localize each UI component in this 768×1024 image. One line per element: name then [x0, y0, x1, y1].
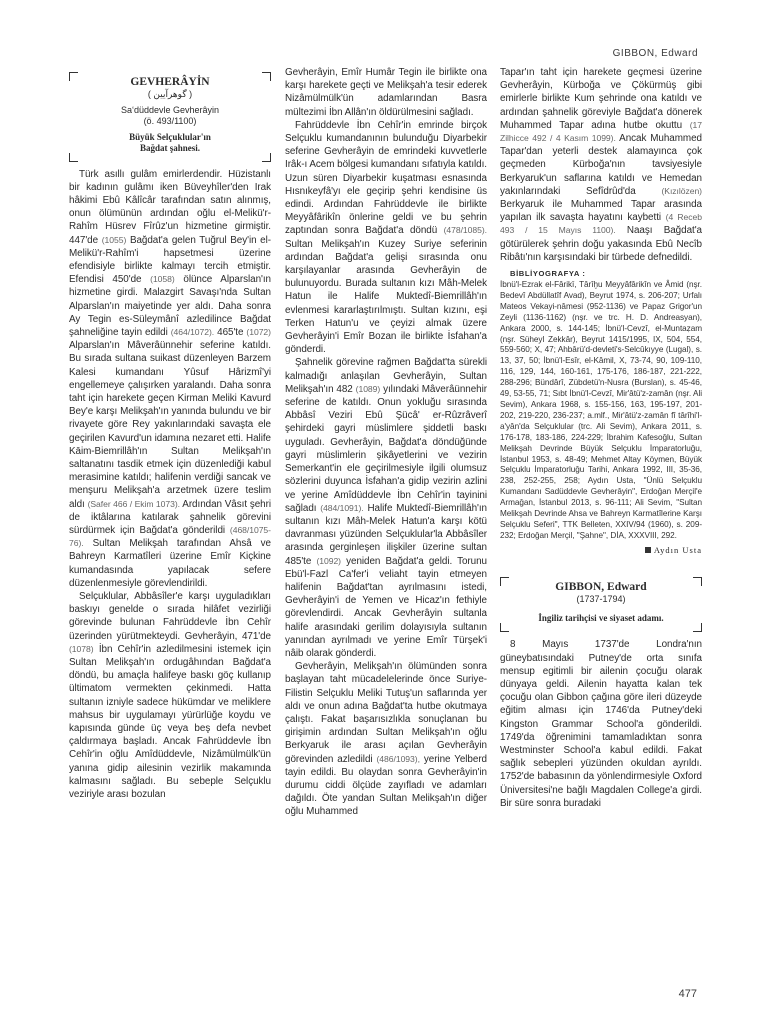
text: Fahrüddevle İbn Cehîr'in emrinde birçok Selçuklu kumandanının bulunduğu Diyarbekir seferine Gevherâyin de emrindeki kuvvetlerle Irâk-ı Acem bölgesi kumandanı sıfatıyla katıldı. Uzun süren Diyarbekir kuşatması esnasında Hısnıkeyfâ'yı ele geçirip şehri kendisine üs edindi. Ardından Fahrüddevle ile birlikte Meyyâfârikîn önlerine geldi ve bu şehrin zaptından sonra Bağdat'a döndü: [285, 119, 487, 237]
corner-mark: [262, 72, 271, 81]
date: (486/1093),: [376, 753, 420, 764]
text: Alparslan'ın Mâverâünnehir seferine katıldı. Bu sırada sultana suikast düzenleyen Barzem Kalesi kumandanı Yûsuf Hârizmî'yi engellemeye çalışırken yaralandı. Daha sonra taht için harekete geçen Kirman Meliki Kavurd Bey'e karşı Melikşah'ın yanında bulundu ve bir rivayete göre Rey yakınlarındaki savaşta ele geçirilen Kavurd'un idamına nezaret etti. Halife Kāim-Biemrillâh'ın Sultan Melikşah'ın saltanatını tasdik etmek için düzenlediği kabul merasimine katıldı; halifenin verdiği sancak ve menşuru Melikşah'a arzetmek üzere teslim aldı: [69, 340, 271, 510]
paragraph: [285, 119, 487, 357]
date: (1055): [101, 234, 127, 245]
date: (464/1072).: [170, 326, 215, 337]
text: Ancak Muhammed Tapar'dan yeterli destek alamayınca çok geçmeden Kürboğa'nın tavsiyesiyle Berkyaruk'un saflarına katıldı ve Hemedan yakınlarındaki Sefîdrûd'da: [500, 133, 702, 197]
text: Gevherâyin, Melikşah'ın ölümünden sonra başlayan taht mücadelelerinde önce Suriye-Filistin Selçuklu Meliki Tutuş'un saflarında yer aldı ve onun adına Bağdat'ta hutbe okutmaya çalıştı. Fakat başarısızlıkla sonuçlanan bu girişimin ardından Sultan Melikşah'ın oğlu Berkyaruk ile arası açılan Gevherâyin görevinden azledildi: [285, 661, 487, 765]
text: İbn Cehîr'in azledilmesini istemek için Sultan Melikşah'ın ordugâhından Bağdat'a döndü, bu amaçla halifeye baskı göç kullanıp ültimatom vermekten çekinmedi. Hatta sultanın izniyle sadece hükümdar ve meliklere mahsus bir uygulamayı yürürlüğe koydu ve kapısında günde üç veya beş defa nevbet çaldırmaya başladı. Ancak Fahrüddevle İbn Cehîr'in oğlu Amîdüddevle, Nizâmülmülk'ün yanına gidip ailesinin vezirlik makamında kalmasını sağladı. Bu sebeple Selçuklu veziriyle arası bozulan: [69, 643, 271, 801]
entry-description: İngiliz tarihçisi ve siyaset adamı.: [538, 613, 664, 624]
entry-arabic-title: ( گوهرآيين ): [147, 89, 193, 99]
text: 8 Mayıs 1737'de Londra'nın güneybatısındaki Putney'de orta sınıfa mensup egitimli bir ailenin çocuğu olarak dünyaya geldi. Ailenin hayatta kalan tek çocuğu olan Gibbon çağına göre ileri düzeyde eğitim alması için 1746'da Putney'deki Kingston Grammar School'a gönderildi. 1749'da öğrenimini tamamladıktan sonra Westminster School'a kabul edildi. Fakat sağlık sebepleri yüzünden okuldan ayrıldı. 1752'de babasının da yönlendirmesiyle Oxford Üniversitesi'ne bağlı Magdalen College'a girdi. Bir süre sonra buradaki: [500, 639, 702, 809]
entry-description-line: Büyük Selçuklular'ın: [129, 131, 211, 142]
paragraph: [69, 168, 271, 591]
text: yılındaki Mâverâünnehir seferine de katıldı. Onun yokluğu sırasında Abbâsî Veziri Ebû Şücâ' er-Rûzrâverî şehirdeki gayri müslimlere şiddetli baskı uyguladı. Gevherâyin, Bağdat'a döndüğünde gayri müslimlerin şikâyetlerini ve vezirin Semerkant'in ele geçirilmesiyle ilgili olumsuz sözlerini duyunca İsfahan'a gidip vezirin azlini ve yerine Amîdüddevle İbn Cehîr'in tayinini sağladı: [285, 383, 487, 514]
date: (468/1075-76).: [69, 524, 271, 549]
text: Gevherâyin, Emîr Humâr Tegin ile birlikte ona karşı harekete geçti ve Melikşah'a tesir ederek Nizâmülmülk'ün adamlarından Basra mültezimi İbn Allân'ın öldürülmesini sağladı.: [285, 67, 487, 118]
entry-header-gevherayin: [69, 66, 271, 162]
entry-title: GIBBON, Edward: [555, 580, 647, 593]
text: yeniden Bağdat'a geldi. Torunu Ebü'l-Fazl Ca'fer'i veliaht tayin etmeyen halifenin Bağdat'tan ayrılmasını istedi, Gevherâyin'i de Yemen ve Hicaz'ın fethiyle görevlendirdi. Ancak Gevherâyin sultanla halife arasındaki gerilim dolayısıyla sultanın yanından ayrılmadı ve yerine Emîr Türşek'i nâib olarak gönderdi.: [285, 555, 487, 659]
corner-mark: [69, 72, 78, 81]
date: (1072): [246, 326, 271, 337]
date: (Kızılözen): [661, 185, 702, 196]
corner-mark: [69, 153, 78, 162]
text: Selçuklular, Abbâsîler'e karşı uyguladıkları baskıyı genelde o sırada hilâfet vezirliği görevinde bulunan Fahrüddevle İbn Cehîr üzerinden yürütmekteydi. Gevherâyin, 471'de: [69, 591, 271, 642]
date: (17 Zilhicce 492 / 4 Kasım 1099).: [500, 119, 702, 144]
author-signature: [500, 545, 702, 555]
corner-mark: [262, 153, 271, 162]
text: Ardından Vâsıt şehri de iktâlarına katılarak şahnelik görevini sürdürmek için Bağdat'a gönderildi: [69, 498, 271, 536]
paragraph: [500, 638, 702, 810]
paragraph: [285, 66, 487, 119]
bibliography: İbnü'l-Ezrak el-Fârikī, Târîḫu Meyyâfârikîn ve Âmid (nşr. Bedevî Abdüllatîf Avad), Beyrut 1974, s. 206-207; Urfalı Mateos Vekayi-nâmesi (952-1136) ve Papaz Grigor'un Zeyli (1136-1162) (nşr. ve trc. H. D. Andreasyan), Ankara 2000, s. 144-145; İbnü'l-Cevzî, el-Muntaẓam (nşr. Süheyl Zekkâr), Beyrut 1415/1995, IX, 504, 554, 559-560; X, 47; Ahbârü'd-devleti's-Selcûkıyye (Lugal), s. 13, 37, 50; İbnü'l-Esîr, el-Kâmil, X, 73-74, 90, 109-110, 116, 129, 144, 160-161, 175-176, 186-187, 221-222, 288-296; Bündârî, Zübdetü'n-Nusra (Burslan), s. 45-46, 49, 53-55, 71; Sıbt İbnü'l-Cevzî, Mir'âtü'z-zamân (nşr. Ali Sevim), Ankara 1968, s. 155-156, 163, 195-197, 201-202, 219-220, 236-237; a.mlf., Mir'âtü'z-zamân fî târîhi'l-a'yân'da Selçuklular (trc. Ali Sevim), Ankara 2011, s. 176-178, 183-186, 224-229; İbrahim Kafesoğlu, Sultan Melikşah Devrinde Büyük Selçuklu İmparatorluğu, İstanbul 1953, s. 48-49; Mehmet Altay Köymen, Büyük Selçuklu İmparatorluğu Tarihi, Ankara 1992, III, 35-36, 238, 252-255, 258; Aydın Usta, "Ünlü Selçuklu Kumandanı Sadüddevle Gevherâyin", Erdoğan Merçil'e Armağan, İstanbul 2013, s. 96-111; Ali Sevim, "Sultan Melikşah Devrinde Ahsa ve Bahreyn Karmatîlerine Karşı Selçuklu Seferi", TTK Belleten, XXIV/94 (1960), s. 209-232; Erdoğan Merçil, "Şahne", DİA, XXXVIII, 292.: [500, 280, 702, 540]
date: (1092): [316, 555, 341, 566]
text: yerine Yelberd tayin edildi. Bu olaydan sonra Gevherâyin'in durumu ciddi ölçüde zayıfladı ve adamları dağıldı. Öte yandan Sultan Melikşah'ın diğer oğlu Muhammed: [285, 753, 487, 818]
text: ölünce Alparslan'ın hizmetine girdi. Malazgirt Savaşı'nda Sultan Alparslan'ın maiyetinde yer aldı. Daha sonra Ay Tegin es-Süleymânî azledilince Bağdat şahneliğine tayin edildi: [69, 274, 271, 338]
text: Sultan Melikşah tarafından Ahsâ ve Bahreyn Karmatîleri üzerine Emîr Kiçkine kumandasında yapılacak sefere düzenlenmesiyle görevlendirildi.: [69, 538, 271, 589]
paragraph: [285, 356, 487, 660]
text: Türk asıllı gulâm emirlerdendir. Hüzistanlı bir kadının gulâmı iken Büveyhîler'den Irak hâkimi Ebû Kâlîcâr tarafından satın alınmış, onun ölümünün ardından oğlu el-Melikü'r-Rahîm Hüsrev Fîrûz'un hizmetine girmiştir. 447'de: [69, 168, 271, 246]
text: 465'te: [217, 326, 244, 338]
bibliography-heading: BİBLİYOGRAFYA :: [510, 269, 586, 279]
date: (1078): [69, 643, 94, 654]
entry-full-name: Sa‘düddevle Gevherâyin: [120, 104, 220, 115]
corner-mark: [693, 623, 702, 632]
running-head: GIBBON, Edward: [612, 48, 698, 59]
corner-mark: [500, 577, 509, 586]
page-number: 477: [678, 988, 697, 1000]
author-name: Aydın Usta: [653, 544, 702, 555]
column-1: [69, 66, 271, 801]
entry-header-gibbon: [500, 571, 702, 633]
text: Şahnelik görevine rağmen Bağdat'ta sürekli kalmadığı anlaşılan Gevherâyin, Sultan Melikşah'ın 482: [285, 357, 487, 395]
square-bullet-icon: [645, 547, 651, 553]
date: (4 Receb 493 / 15 Mayıs 1100).: [500, 212, 702, 236]
entry-description: [77, 132, 263, 154]
corner-mark: [693, 577, 702, 586]
corner-mark: [500, 623, 509, 632]
entry-description-line: Bağdat şahnesi.: [139, 142, 201, 153]
paragraph: [69, 590, 271, 801]
date: (484/1091).: [320, 502, 364, 513]
date: (478/1085).: [443, 225, 487, 236]
column-2: [285, 66, 487, 819]
text: Sultan Melikşah'ın Kuzey Suriye seferinin ardından Bağdat'a gelişi sırasında onu karşılayanlar arasında Gevherâyin de bulunuyordu. Burada sultanın kızı Mâh-Melek Hatun ile Halife Muktedî-Biemrillâh'ın evlenmesi kararlaştırılmıştı. Sultan kızını, eşi Terken Hatun'u ve çeyizi almak üzere Gevherâyin'i Emîr Bozan ile birlikte İsfahan'a gönderdi.: [285, 238, 487, 356]
entry-death-date: (ö. 493/1100): [143, 116, 197, 126]
column-3: [500, 66, 702, 810]
paragraph: [500, 66, 702, 264]
text: Berkyaruk ile Muhammed Tapar arasında yapılan ilk savaşta hayatını kaybetti: [500, 199, 702, 224]
text: Bağdat'a gelen Tuğrul Bey'in el-Melikü'r-Rahîm'i hapsetmesi üzerine efendisiyle birlikte kalmayı tercih etmiştir. Efendisi 450'de: [69, 234, 272, 286]
text: Halife Muktedî-Biemrillâh'ın sultanın kızı Mâh-Melek Hatun'a karşı kötü davranması yüzünden Selçuklular'la Abbâsîler arasında gerginleşen ilişkiler üzerine sultan 485'te: [285, 502, 487, 567]
date: (Safer 466 / Ekim 1073).: [87, 498, 180, 509]
paragraph: [285, 660, 487, 818]
text: Naaşı Bağdat'a götürülerek şehrin doğu yakasında Ebû Necîb Ribâtı'nın karşısındaki bir türbede defnedildi.: [500, 225, 702, 263]
spacer: [500, 555, 702, 571]
text: Tapar'ın taht için harekete geçmesi üzerine Gevherâyin, Kürboğa ve Çökürmüş gibi emirlerle birlikte Kum şehrinde ona katıldı ve ardından şahnelik göreviyle Bağdat'a dönerek Muhammed Tapar adına hutbe okuttu: [500, 67, 702, 131]
entry-title: GEVHERÂYİN: [130, 76, 210, 88]
date: (1058): [150, 274, 175, 285]
entry-dates: (1737-1794): [576, 593, 626, 604]
date: (1089): [355, 383, 381, 394]
